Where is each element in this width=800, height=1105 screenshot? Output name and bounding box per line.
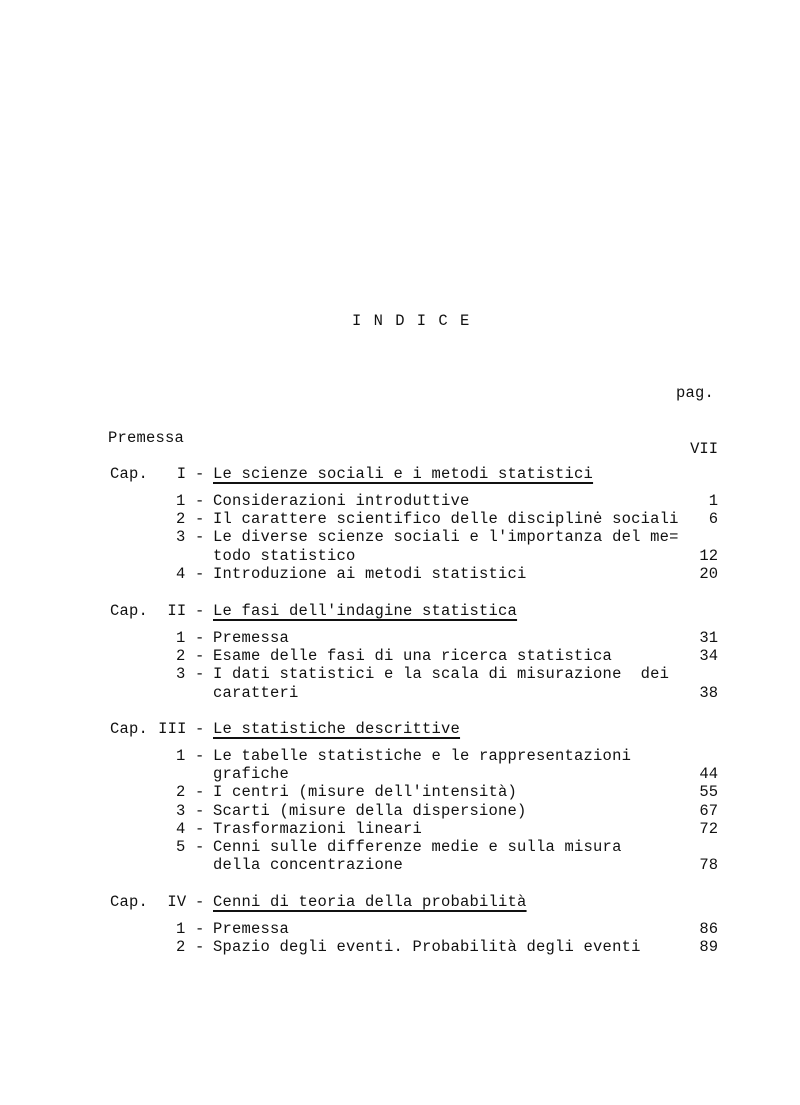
chapter-dash: - — [195, 720, 205, 738]
item-number: 1 — [176, 747, 186, 765]
chapter-cap-label: Cap. — [110, 720, 149, 738]
item-dash: - — [195, 819, 205, 838]
chapter-dash: - — [195, 465, 205, 483]
item-text: I centri (misure dell'intensità) — [213, 783, 518, 802]
item-text: Premessa — [213, 629, 290, 647]
item-dash: - — [195, 510, 205, 529]
item-page: 55 — [699, 783, 718, 802]
item-number: 2 — [176, 783, 186, 802]
chapter-cap-label: Cap. — [110, 602, 149, 620]
pag-label: pag. — [676, 384, 715, 402]
chapter-cap-label: Cap. — [110, 893, 149, 911]
item-page: 72 — [699, 819, 718, 838]
chapter-roman: III — [158, 720, 187, 738]
item-page: 78 — [699, 856, 718, 875]
premessa-page: VII — [690, 440, 718, 458]
item-number: 2 — [176, 647, 186, 666]
item-text: Spazio degli eventi. Probabilità degli eventi — [213, 938, 641, 957]
chapter-cap-label: Cap. — [110, 465, 149, 483]
chapter-dash: - — [195, 893, 205, 911]
item-dash: - — [195, 801, 205, 820]
chapter-roman: IV — [167, 893, 187, 911]
item-dash: - — [195, 647, 205, 666]
item-page: 6 — [708, 510, 718, 529]
item-number: 2 — [176, 510, 186, 529]
item-text: Le diverse scienze sociali e l'importanza del me= — [213, 528, 679, 547]
item-dash: - — [195, 920, 205, 938]
item-page: 89 — [699, 938, 718, 957]
item-number: 4 — [176, 819, 186, 838]
item-number: 1 — [176, 492, 186, 510]
item-number: 1 — [176, 629, 186, 647]
item-text: Introduzione ai metodi statistici — [213, 564, 527, 583]
item-text: Premessa — [213, 920, 290, 938]
item-text: Le tabelle statistiche e le rappresentazioni — [213, 747, 632, 765]
item-text: della concentrazione — [213, 856, 404, 875]
item-page: 67 — [699, 801, 718, 820]
item-page: 12 — [699, 546, 718, 565]
item-number: 3 — [176, 665, 186, 684]
item-number: 2 — [176, 938, 186, 957]
item-number: 5 — [176, 838, 186, 856]
item-text: Il carattere scientifico delle disciplinė sociali — [213, 510, 679, 529]
item-dash: - — [195, 783, 205, 802]
item-text: todo statistico — [213, 546, 356, 565]
item-text: Trasformazioni lineari — [213, 819, 423, 838]
item-page: 38 — [699, 683, 718, 702]
item-number: 1 — [176, 920, 186, 938]
chapter-title: Le statistiche descrittive — [213, 720, 461, 738]
item-text: I dati statistici e la scala di misurazione dei — [213, 665, 670, 684]
item-dash: - — [195, 747, 205, 765]
item-text: Esame delle fasi di una ricerca statistica — [213, 647, 613, 666]
item-page: 31 — [699, 629, 718, 647]
page-title: I N D I C E — [352, 312, 471, 330]
item-text: caratteri — [213, 683, 299, 702]
chapter-title: Le scienze sociali e i metodi statistici — [213, 465, 594, 483]
item-page: 1 — [708, 492, 718, 510]
chapter-title: Cenni di teoria della probabilità — [213, 893, 527, 911]
item-text: Considerazioni introduttive — [213, 492, 470, 510]
item-number: 3 — [176, 801, 186, 820]
item-number: 4 — [176, 564, 186, 583]
item-dash: - — [195, 838, 205, 856]
item-dash: - — [195, 492, 205, 510]
item-page: 44 — [699, 765, 718, 784]
item-dash: - — [195, 665, 205, 684]
chapter-dash: - — [195, 602, 205, 620]
item-page: 34 — [699, 647, 718, 666]
item-number: 3 — [176, 528, 186, 547]
item-text: Cenni sulle differenze medie e sulla misura — [213, 838, 622, 856]
item-dash: - — [195, 528, 205, 547]
item-dash: - — [195, 564, 205, 583]
item-page: 86 — [699, 920, 718, 938]
chapter-roman: II — [167, 602, 187, 620]
item-page: 20 — [699, 564, 718, 583]
item-dash: - — [195, 629, 205, 647]
premessa-label: Premessa — [108, 429, 185, 447]
chapter-roman: I — [176, 465, 187, 483]
item-text: grafiche — [213, 765, 290, 784]
chapter-title: Le fasi dell'indagine statistica — [213, 602, 518, 620]
item-text: Scarti (misure della dispersione) — [213, 801, 527, 820]
item-dash: - — [195, 938, 205, 957]
